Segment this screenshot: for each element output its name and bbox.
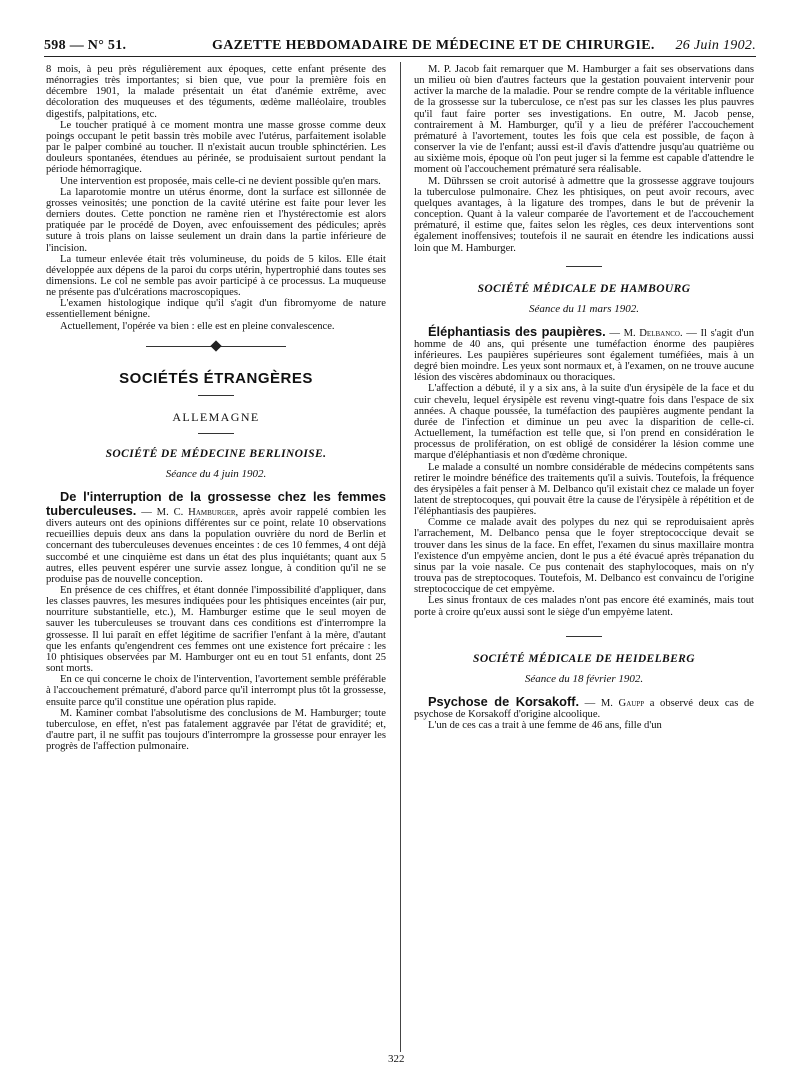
paragraph: En présence de ces chiffres, et étant donnée l'impossibilité d'appliquer, dans les classes pauvres, les mesures indiquées pour les phtisiques enceintes (air pur, nourriture substantielle, etc.), M. Hamburger estime que le seul moyen de sauver les tuberculeuses se trouvant dans ces conditions est d'interrompre la grossesse. Il lui paraît en effet légitime de sacrifier l'enfant à la mère, d'autant que les enfants qu'engendrent ces femmes ont une existence fort précaire : les 10 phtisiques observées par M. Hamburger ont eu en tout 51 enfants, dont 25 sont morts. xyxy=(46,585,386,675)
paragraph: M. P. Jacob fait remarquer que M. Hamburger a fait ses observations dans un milieu où bien d'autres facteurs que la gestation pouvaient intervenir pour activer la marche de la maladie. Pour se rendre compte de la véritable influence de la grossesse sur la tuberculose, ce n'est pas sur les classes les plus pauvres qu'il faut faire porter ses investigations. En outre, M. Jacob pense, contrairement à M. Hamburger, qu'il y a lieu de préférer l'accouchement prématuré à l'avortement, toutes les fois que cela est possible, de façon à conserver la vie de l'enfant; aussi est-il d'avis d'attendre jusqu'au quatrième ou au sixième mois, époque où l'on peut juger si la femme est capable d'attendre le moment où l'accouchement prématuré sera réalisable. xyxy=(414,64,754,176)
paragraph: L'examen histologique indique qu'il s'agit d'un fibromyome de nature essentiellement bénigne. xyxy=(46,298,386,321)
page-number: 322 xyxy=(388,1053,405,1065)
paragraph: 8 mois, à peu près régulièrement aux époques, cette enfant présente des ménorragies très importantes; si bien que, vue pour la première fois en décembre 1901, la malade présentait un état d'anémie extrême, avec décoloration des muqueuses et des téguments, œdème malléolaire, troubles digestifs, palpitations, etc. xyxy=(46,64,386,120)
paragraph: La tumeur enlevée était très volumineuse, du poids de 5 kilos. Elle était développée aux dépens de la paroi du corps utérin, hypertrophié dans toutes ses dimensions. Le col ne semble pas avoir participé à ce processus. La muqueuse ne présente pas d'ulcérations macroscopiques. xyxy=(46,253,386,299)
paragraph: M. Dührssen se croit autorisé à admettre que la grossesse aggrave toujours la tuberculose pulmonaire. Chez les phtisiques, on peut avoir recours, avec quelques avantages, à la ligature des trompes, dans le but de prévenir la conception. Quant à la valeur comparée de l'avortement et de l'accouchement prématuré, il estime que, faites selon les règles, ces deux interventions sont également inoffensives; toutefois il ne saurait en étendre les indications aussi loin que M. Hamburger. xyxy=(414,175,754,254)
column-divider xyxy=(400,62,401,1052)
country-heading: ALLEMAGNE xyxy=(172,409,260,424)
journal-title: GAZETTE HEBDOMADAIRE DE MÉDECINE ET DE CHIRURGIE. xyxy=(212,38,655,53)
left-column xyxy=(46,64,386,752)
issue-date: 26 Juin 1902. xyxy=(675,38,756,53)
paragraph: L'un de ces cas a trait à une femme de 46 ans, fille d'un xyxy=(428,720,662,732)
article-text: Il s'agit d'un homme de 40 ans, qui présente une tuméfaction énorme des paupières inférieures. Les paupières supérieures sont également tuméfiées, mais à un degré bien moindre. Les yeux sont normaux et, à l'examen, on ne trouve aucune lésion des viscères abdominaux ou thoraciques. xyxy=(414,327,755,384)
article-author: — M. Delbanco. — xyxy=(609,327,697,339)
seance-date: Séance du 18 février 1902. xyxy=(524,672,644,685)
article-title: Éléphantiasis des paupières. xyxy=(428,323,606,339)
paragraph: L'affection a débuté, il y a six ans, à la suite d'un érysipèle de la face et du cuir chevelu, lequel érysipèle est revenu vingt-quatre fois dans l'espace de six années. A chaque poussée, la tuméfaction des paupières augmente pendant la durée de l'infection et diminue un peu avec la disparition de celle-ci. Actuellement, la tuméfaction est telle que, si l'on prend en considération le processus de prolifération, on est obligé de considérer la lésion comme une marque d'éléphantiasis et non d'œdème chronique. xyxy=(414,383,754,462)
page-issue-number: 598 — N° 51. xyxy=(44,38,127,53)
paragraph: Une intervention est proposée, mais celle-ci ne devient possible qu'en mars. xyxy=(60,175,381,187)
society-heading: SOCIÉTÉ DE MÉDECINE BERLINOISE. xyxy=(105,447,327,460)
article-text: a observé deux cas de psychose de Korsakoff d'origine alcoolique. xyxy=(414,697,754,720)
article-title: Psychose de Korsakoff. xyxy=(428,693,580,709)
seance-date: Séance du 4 juin 1902. xyxy=(165,467,267,480)
paragraph: M. Kaminer combat l'absolutisme des conclusions de M. Hamburger; toute tuberculose, en effet, n'est pas fatalement aggravée par l'état de gravidité; et, d'autre part, il ne suffit pas toujours d'interrompre la grossesse pour enrayer les progrès de l'affection pulmonaire. xyxy=(46,707,386,753)
paragraph: En ce qui concerne le choix de l'intervention, l'avortement semble préférable à l'accouchement prématuré, d'abord parce qu'il interrompt plus tôt la grossesse, ensuite parce qu'il constitue une opération plus rapide. xyxy=(46,674,386,708)
header-rule xyxy=(44,56,756,57)
seance-date: Séance du 11 mars 1902. xyxy=(528,302,640,315)
article-author: — M. Gaupp xyxy=(584,697,645,709)
article-text: après avoir rappelé combien les divers auteurs ont des opinions différentes sur ce point, relate 10 observations recueillies depuis deux ans dans la population ouvrière du nord de Berlin et concernant des tuberculeuses devenues enceintes : de ces 10 femmes, 4 ont déjà succombé et une cinquième est dans un état des plus inquiétants; quant aux 5 autres, elles peuvent espérer une survie assez longue, à condition qu'il ne se produise pas de nouvelle conception. xyxy=(46,506,386,585)
paragraph: Les sinus frontaux de ces malades n'ont pas encore été examinés, mais tout porte à croire qu'eux aussi sont le siège d'un empyème latent. xyxy=(414,595,754,618)
running-header xyxy=(44,30,756,64)
right-column xyxy=(414,64,754,731)
article-paragraph xyxy=(46,490,386,585)
article-author: — M. C. Hamburger, xyxy=(141,506,239,518)
article-paragraph xyxy=(414,325,754,384)
paragraph: La laparotomie montre un utérus énorme, dont la surface est sillonnée de grosses veinosités; une ponction de la cavité utérine est faite pour lever les derniers doutes. Cette ponction ne ramène rien et l'hystérectomie est alors pratiquée par le procédé de Doyen, avec enfouissement des pédicules; après suture à trois plans on laisse seulement un drain dans la partie inférieure de l'incision. xyxy=(46,186,386,254)
paragraph: Comme ce malade avait des polypes du nez qui se reproduisaient après l'arrachement, M. Delbanco pensa que le foyer streptococcique devait se trouver dans les sinus de la face. En effet, l'examen du sinus maxillaire montra l'existence d'un empyème ancien, dont le pus a été évacué après trépanation du sinus par la voie nasale. Ce pus contenait des staphylocoques, mais on n'y trouva pas de streptocoques. Toutefois, M. Delbanco est convaincu de l'origine streptococcique de cet empyème. xyxy=(414,517,754,596)
society-heading: SOCIÉTÉ MÉDICALE DE HEIDELBERG xyxy=(473,652,695,665)
section-title: SOCIÉTÉS ÉTRANGÈRES xyxy=(119,369,313,387)
article-title: De l'interruption de la grossesse chez les femmes tuberculeuses. xyxy=(46,488,386,518)
society-heading: SOCIÉTÉ MÉDICALE DE HAMBOURG xyxy=(477,282,691,295)
section-ornament xyxy=(146,342,286,350)
paragraph: Le malade a consulté un nombre considérable de médecins compétents sans retirer le moindre bénéfice des traitements qu'il a suivis. Toutefois, la fréquence des érysipèles a fait penser à M. Delbanco qu'il existait chez ce malade un foyer latent de streptocoques, qui pouvait être la cause de l'érysipèle à répétition et de l'éléphantiasis des paupières. xyxy=(414,461,754,518)
paragraph: Le toucher pratiqué à ce moment montra une masse grosse comme deux poings occupant le petit bassin très mobile avec l'utérus, parfaitement isolable par le palper combiné au toucher. Il n'existait aucun trouble sphinctérien. Les douleurs spontanées, étendues au périnée, se produisaient surtout pendant la période hémorragique. xyxy=(46,119,386,176)
article-paragraph xyxy=(414,695,754,720)
paragraph: Actuellement, l'opérée va bien : elle est en pleine convalescence. xyxy=(60,320,335,332)
